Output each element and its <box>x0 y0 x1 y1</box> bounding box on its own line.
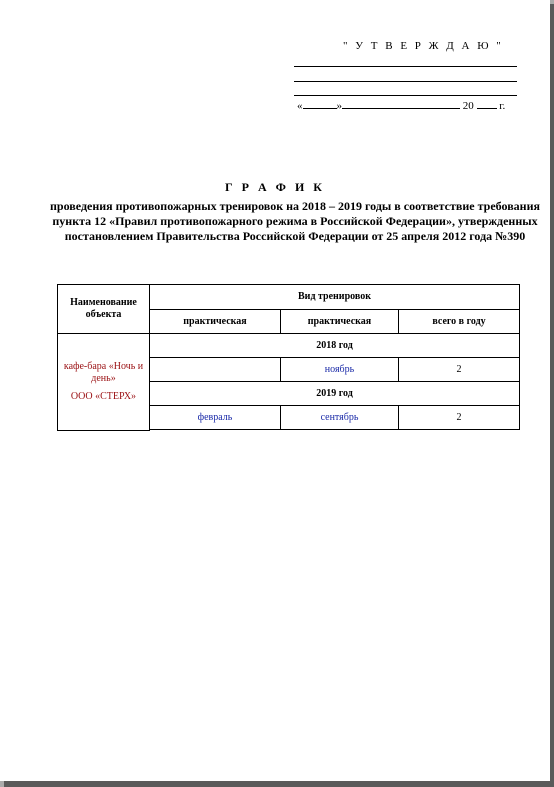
object-name-cell <box>58 334 150 431</box>
column-header: всего в году <box>399 310 520 334</box>
training-schedule-table <box>57 284 520 431</box>
year-suffix: г. <box>499 100 506 112</box>
schedule-cell: февраль <box>150 406 281 430</box>
document-title: Г Р А Ф И К <box>225 180 325 194</box>
date-close-quote: » <box>336 100 342 112</box>
column-header: практическая <box>281 310 399 334</box>
year-section-header: 2018 год <box>150 334 520 358</box>
signature-line <box>294 81 517 82</box>
approval-date-line <box>297 98 505 112</box>
column-header: практическая <box>150 310 281 334</box>
year-section-header: 2019 год <box>150 382 520 406</box>
object-organization: ООО «СТЕРХ» <box>70 390 137 402</box>
day-blank <box>303 98 337 109</box>
training-type-header: Вид тренировок <box>150 285 520 310</box>
page-shadow-bottom <box>4 781 554 787</box>
schedule-cell: сентябрь <box>281 406 399 430</box>
schedule-cell: ноябрь <box>281 358 399 382</box>
schedule-cell <box>150 358 281 382</box>
object-header-cell: Наименование объекта <box>58 285 150 334</box>
date-open-quote: « <box>297 100 303 112</box>
signature-line <box>294 95 517 96</box>
month-blank <box>342 98 460 109</box>
object-name: кафе-бара «Ночь и день» <box>63 360 144 384</box>
year-prefix: 20 <box>462 100 474 112</box>
document-subtitle: проведения противопожарных тренировок на 2018 – 2019 годы в соответствие требования пункта 12 «Правил противопожарного режима в Российской Федерации», утвержденных постановлением Правительства Российской Федерации от 25 апреля 2012 года №390 <box>50 199 540 243</box>
spacer <box>150 430 520 431</box>
approval-heading: " У Т В Е Р Ж Д А Ю " <box>343 40 504 52</box>
total-cell: 2 <box>399 406 520 430</box>
signature-line <box>294 66 517 67</box>
year-blank <box>477 98 497 109</box>
total-cell: 2 <box>399 358 520 382</box>
page-shadow-right <box>550 4 554 787</box>
